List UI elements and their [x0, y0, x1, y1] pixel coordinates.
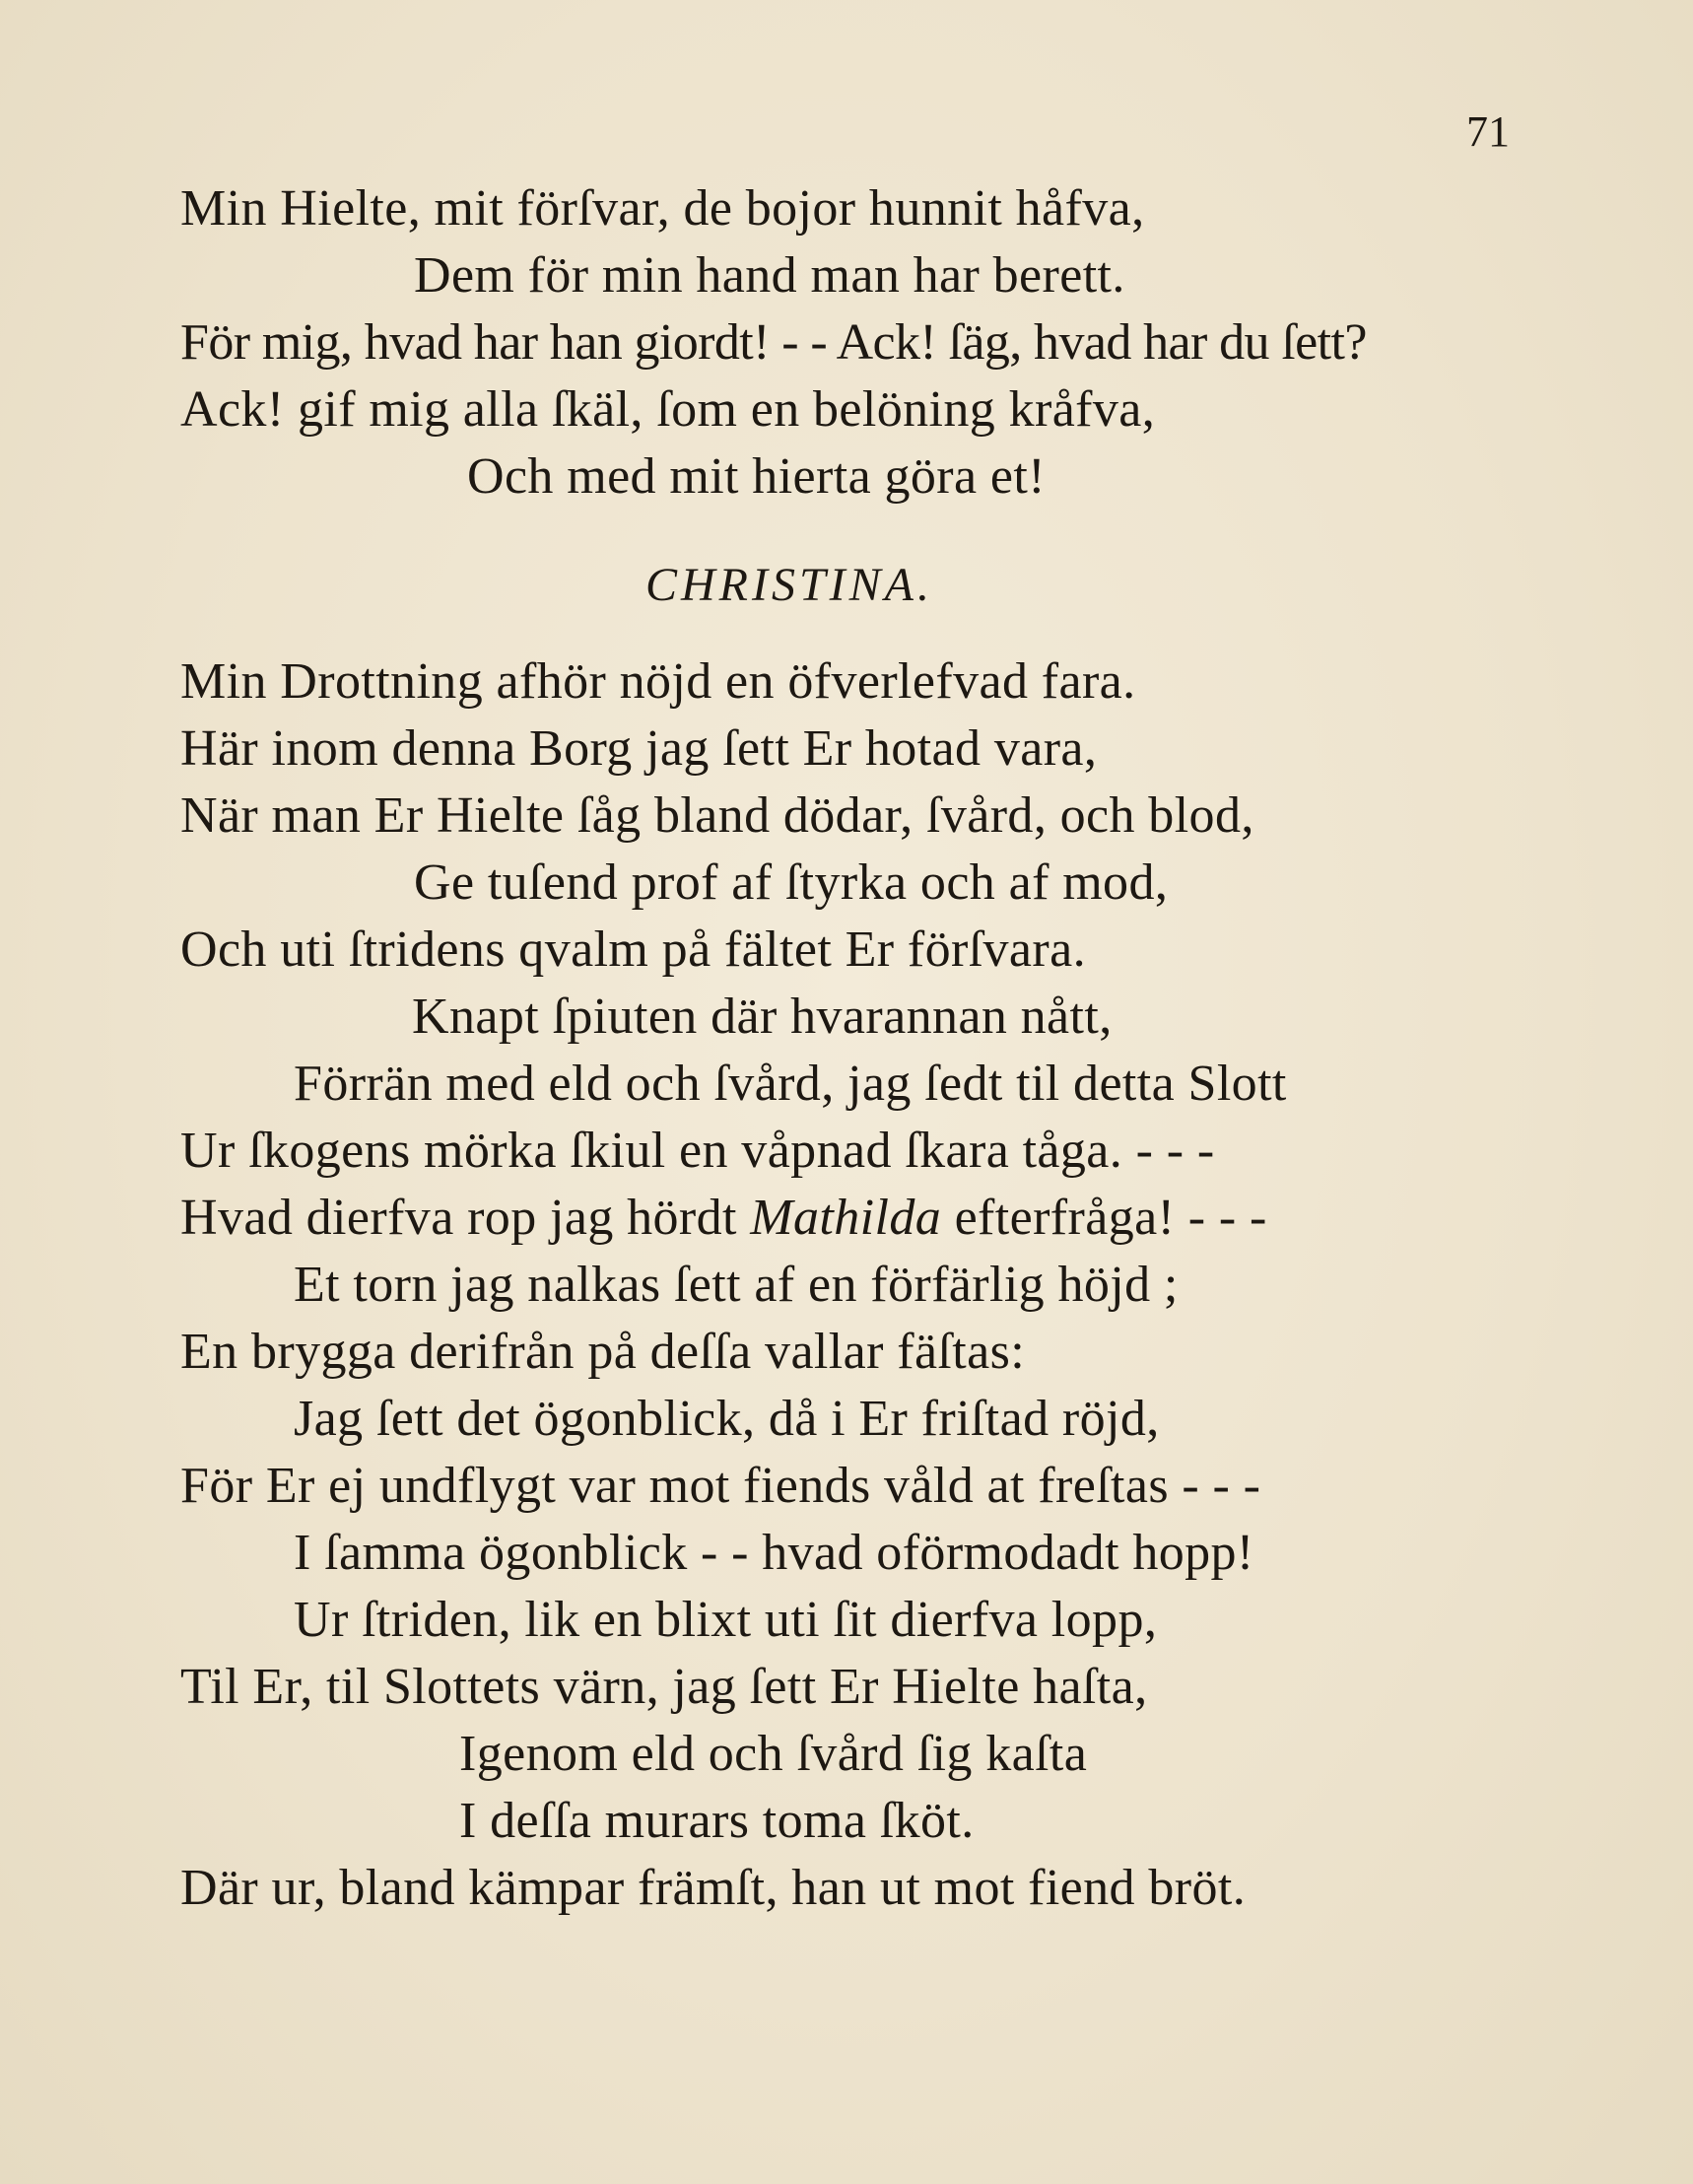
- verse-line: Min Hielte, mit förſvar, de bojor hunnit håfva,: [180, 180, 1145, 237]
- verse-line: När man Er Hielte ſåg bland dödar, ſvård, och blod,: [180, 787, 1254, 844]
- verse-line: Igenom eld och ſvård ſig kaſta: [459, 1726, 1088, 1782]
- verse-line: För Er ej undflygt var mot fiends våld at freſtas - - -: [180, 1458, 1261, 1514]
- verse-line: Ack! gif mig alla ſkäl, ſom en belöning kråfva,: [180, 381, 1156, 438]
- verse-line: Ur ſtriden, lik en blixt uti ſit dierfva lopp,: [294, 1592, 1158, 1648]
- verse-line: Dem för min hand man har berett.: [414, 247, 1125, 304]
- verse-line: Där ur, bland kämpar främſt, han ut mot fiend bröt.: [180, 1860, 1247, 1916]
- verse-line: I deſſa murars toma ſköt.: [459, 1793, 975, 1849]
- verse-line: Ge tuſend prof af ſtyrka och af mod,: [414, 854, 1169, 911]
- verse-line: För mig, hvad har han giordt! - - Ack! ſäg, hvad har du ſett?: [180, 314, 1367, 371]
- verse-line: Jag ſett det ögonblick, då i Er friſtad röjd,: [294, 1391, 1160, 1447]
- verse-line: Ur ſkogens mörka ſkiul en våpnad ſkara tåga. - - -: [180, 1123, 1215, 1179]
- verse-line: I ſamma ögonblick - - hvad oförmodadt hopp!: [294, 1525, 1254, 1581]
- page-number: 71: [1466, 107, 1510, 156]
- verse-line: Förrän med eld och ſvård, jag ſedt til detta Slott: [294, 1056, 1287, 1112]
- verse-line: Och med mit hierta göra et!: [467, 448, 1046, 505]
- verse-text: efterfråga! - - -: [954, 1190, 1267, 1246]
- verse-line: Och uti ſtridens qvalm på fältet Er förſvara.: [180, 921, 1087, 978]
- verse-line: [180, 1189, 1267, 1248]
- speaker-heading: CHRISTINA.: [645, 559, 933, 611]
- verse-line: Knapt ſpiuten där hvarannan nått,: [412, 989, 1113, 1045]
- verse-line: Här inom denna Borg jag ſett Er hotad vara,: [180, 720, 1098, 777]
- verse-line: Min Drottning afhör nöjd en öfverlefvad fara.: [180, 653, 1136, 710]
- verse-line: Et torn jag nalkas ſett af en förfärlig höjd ;: [294, 1257, 1179, 1313]
- verse-line: Til Er, til Slottets värn, jag ſett Er Hielte haſta,: [180, 1659, 1148, 1715]
- character-name: Mathilda: [750, 1190, 942, 1246]
- verse-text: Hvad dierfva rop jag hördt: [180, 1190, 737, 1246]
- verse-line: En brygga derifrån på deſſa vallar fäſtas:: [180, 1324, 1026, 1380]
